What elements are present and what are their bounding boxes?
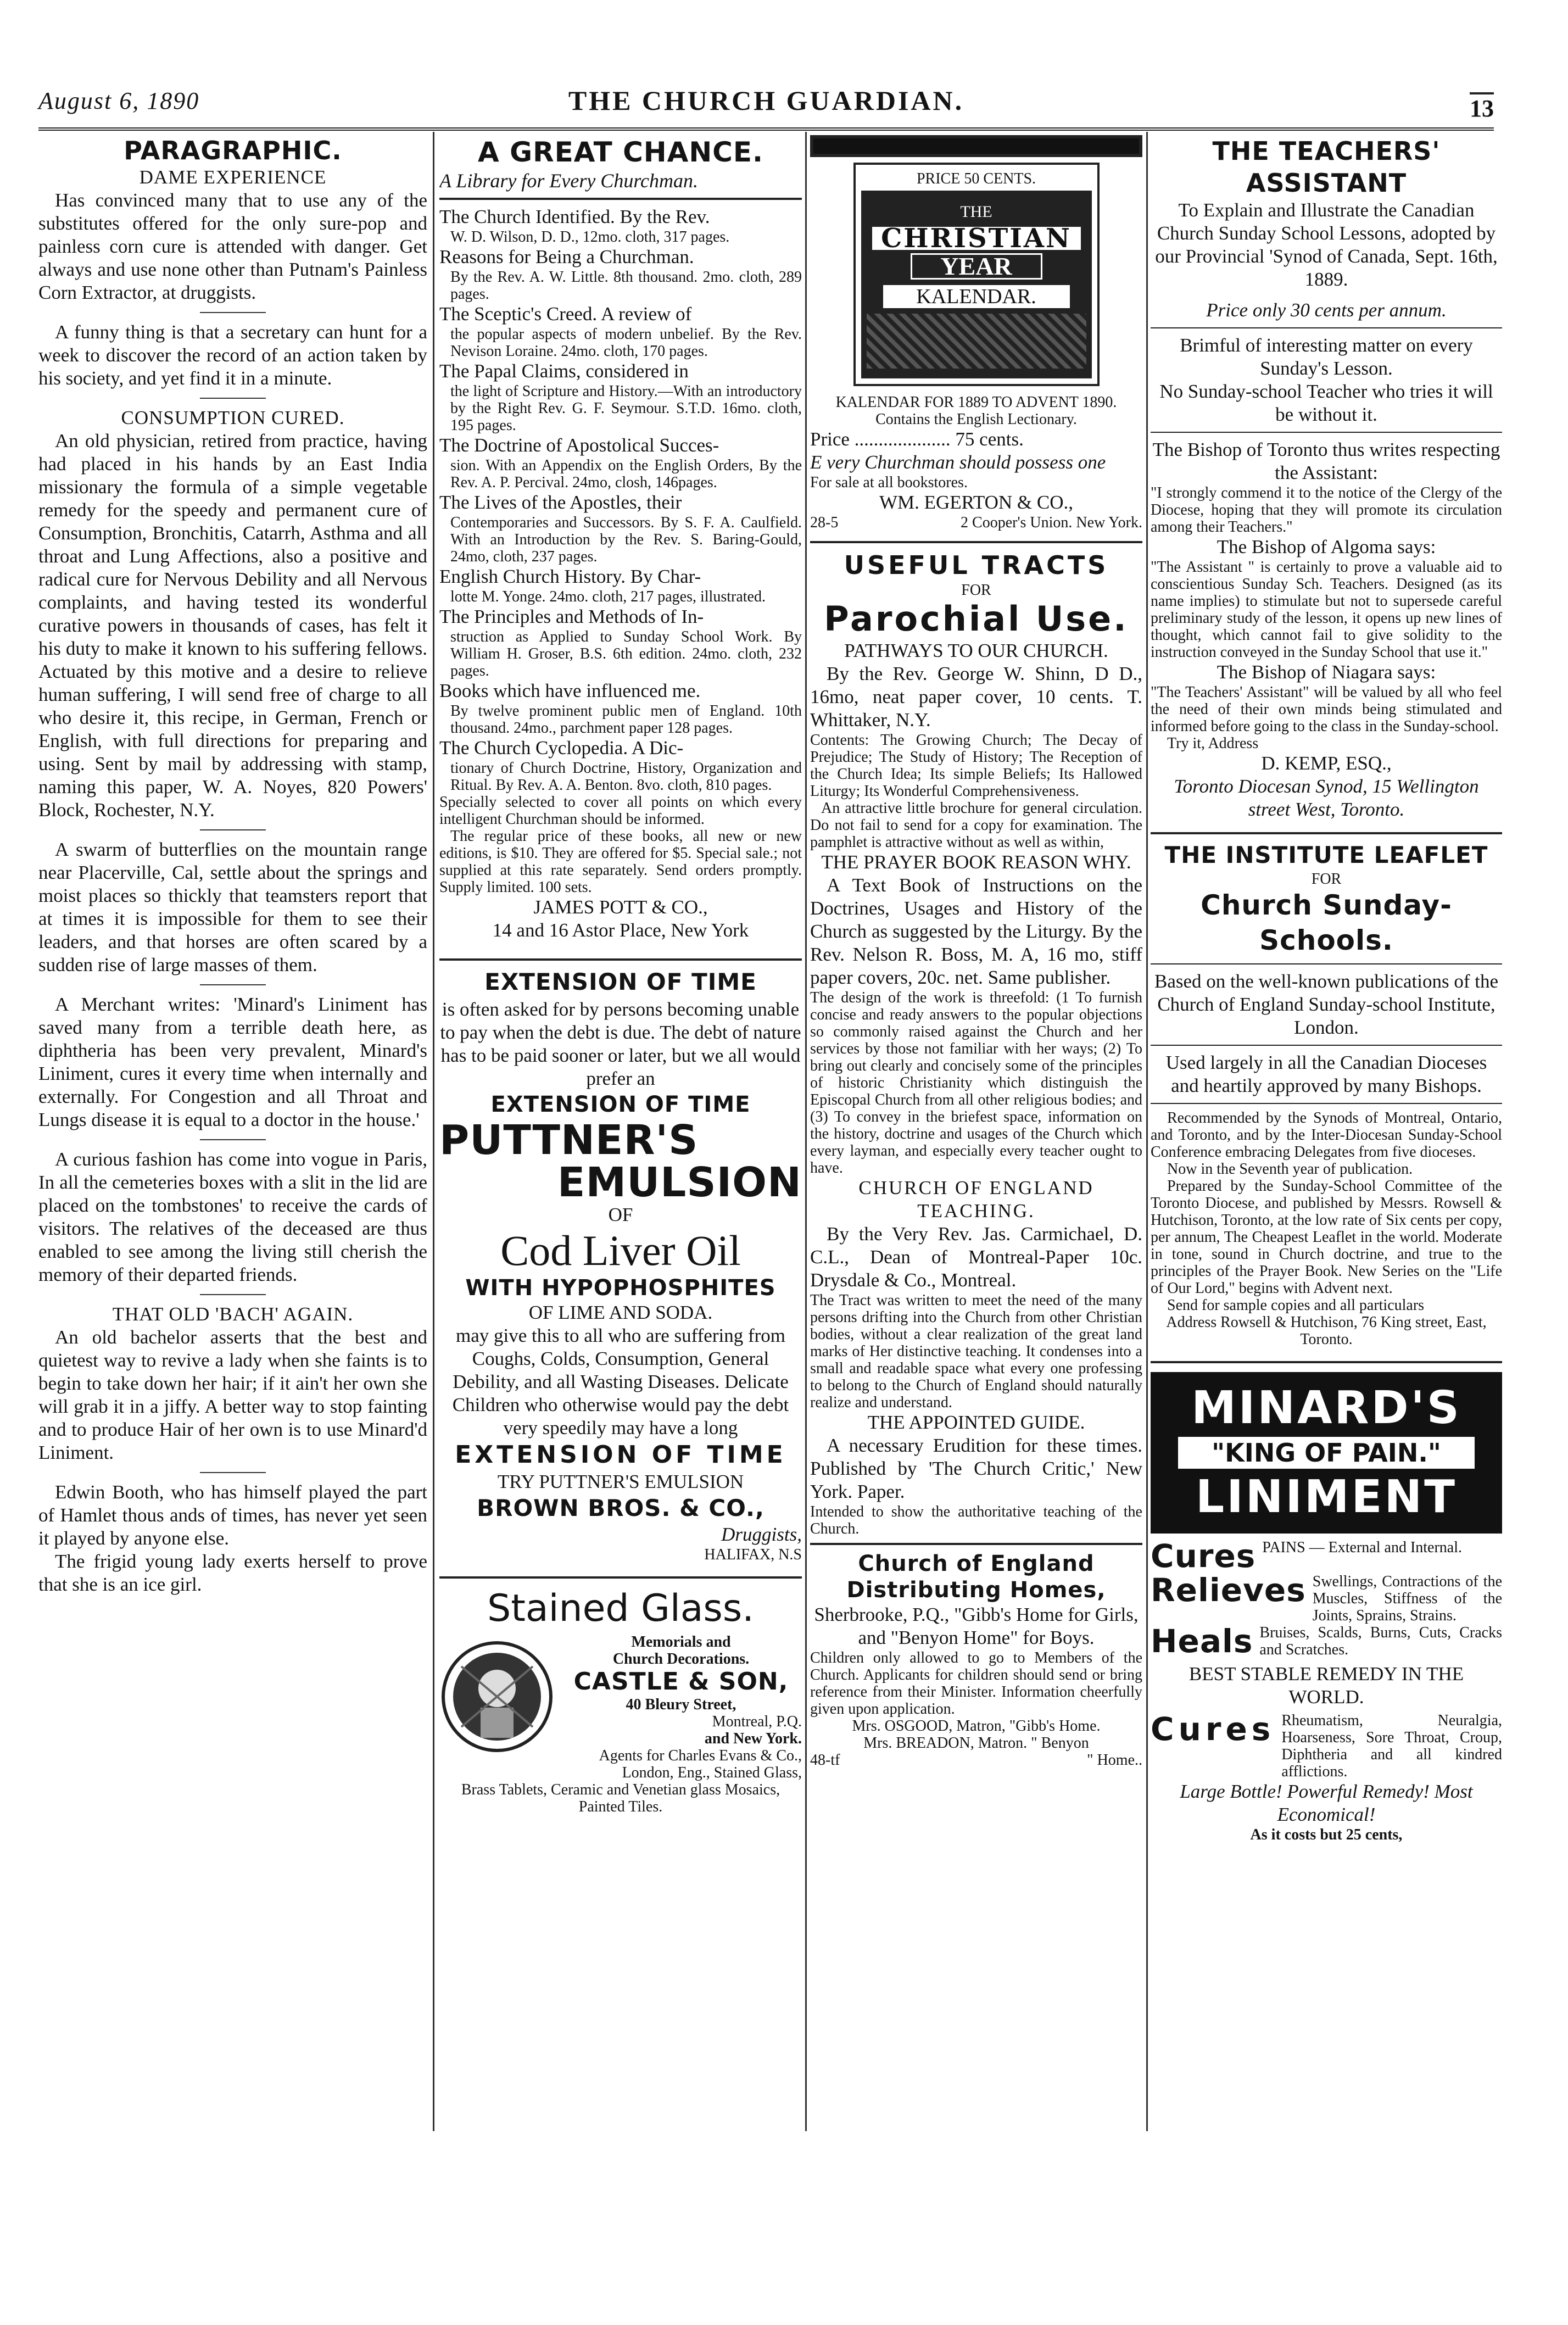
separator [200, 1472, 266, 1473]
calendar-christian: CHRISTIAN [872, 227, 1081, 250]
separator [200, 1139, 266, 1140]
montreal: Montreal, P.Q. [712, 1713, 802, 1730]
ad-heading: Church of England Distributing Homes, [846, 1551, 1106, 1603]
matron-1: Mrs. OSGOOD, Matron, "Gibb's Home. [852, 1718, 1101, 1735]
book-title: The Doctrine of Apostolical Succes- [439, 434, 719, 456]
matron-2: Mrs. BREADON, Matron. " Benyon [863, 1735, 1089, 1752]
puttner-title: PUTTNER'S [439, 1117, 699, 1164]
bishop-title: The Bishop of Algoma says: [1217, 536, 1436, 557]
rule [1151, 1361, 1502, 1363]
column-ads-3 [810, 132, 1142, 2131]
stained-glass-emblem [439, 1633, 555, 1760]
ad-body: Brimful of interesting matter on every Sunday's Lesson. [1180, 334, 1473, 379]
book-title: The Principles and Methods of In- [439, 606, 704, 627]
rule [439, 1576, 802, 1579]
ad-body: No Sunday-school Teacher who tries it will be without it. [1159, 381, 1493, 425]
article-title: THE PRAYER BOOK REASON WHY. [821, 851, 1131, 873]
homes-number: 48-tf [810, 1752, 840, 1769]
druggists: Druggists, [721, 1524, 802, 1545]
for-label: FOR [961, 582, 991, 599]
ad-body: By the Very Rev. Jas. Carmichael, D. C.L., Dean of Montreal-Paper 10c. Drysdale & Co., Montreal. [810, 1223, 1142, 1291]
book-title: The Sceptic's Creed. A review of [439, 303, 692, 325]
ad-body: A necessary Erudition for these times. Published by 'The Church Critic,' New York. Paper. [810, 1435, 1142, 1502]
banner-bar [810, 135, 1142, 157]
try-it: Try it, Address [1167, 735, 1259, 752]
article-title: CONSUMPTION CURED. [121, 407, 345, 428]
rule [1151, 963, 1502, 964]
book-note: The regular price of these books, all new or new editions, is $10. They are offered for $5. Special sale.; not supplied at this rate separately. Send orders promptly. Supply limited. 100 sets. [439, 828, 802, 896]
article-body: An old physician, retired from practice, having had placed in his hands by an East India missionary the formula of a simple vegetable remedy for the speedy and permanent cure of Consumption, Bronchitis, Catarrh, Asthma and all throat and Lung Affections, also a positive and radical cure for Nervous Debility and all Nervous complaints, and having tested its wonderful curative powers in thousands of cases, has felt it his duty to make it known to his suffering fellows. Actuated by this motive and a desire to relieve human suffering, I will send free of charge to all who desire it, this recipe, in German, French or English, with full directions for preparing and using. Sent by mail by addressing with stamp, naming this paper, W. A. Noyes, 820 Powers' Block, Rochester, N.Y. [38, 430, 427, 821]
book-title: The Church Cyclopedia. A Dic- [439, 737, 684, 759]
article-title: CHURCH OF ENGLAND TEACHING. [858, 1177, 1094, 1222]
ad-subheading: A Library for Every Churchman. [439, 170, 698, 192]
ad-heading: EXTENSION OF TIME [490, 1092, 751, 1117]
ad-body: Used largely in all the Canadian Dioceses and heartily approved by many Bishops. [1165, 1052, 1487, 1096]
rule [1151, 1045, 1502, 1046]
heals-word: Heals [1151, 1623, 1253, 1660]
rule [439, 198, 802, 200]
book-title: English Church History. By Char- [439, 566, 701, 587]
newyork: and New York. [704, 1730, 802, 1747]
article-body: Edwin Booth, who has himself played the part of Hamlet thous ands of times, has never yet seen it played by anyone else. [38, 1481, 427, 1549]
issue-date: August 6, 1890 [38, 87, 200, 114]
ad-heading: EXTENSION OF TIME [455, 1441, 786, 1469]
kalendar-price: Price .................... 75 cents. [810, 428, 1024, 450]
large-bottle: Large Bottle! Powerful Remedy! Most Economical! [1180, 1781, 1473, 1825]
column-ads-2 [439, 132, 802, 2131]
lime-soda: OF LIME AND SODA. [528, 1302, 713, 1323]
separator [200, 1294, 266, 1295]
book-detail: tionary of Church Doctrine, History, Organization and Ritual. By Rev. A. A. Benton. 8vo. cloth, 810 pages. [450, 760, 802, 794]
article-body: An old bachelor asserts that the best and quietest way to revive a lady when she faints is to begin to take down her hair; if it ain't her own she will grab it in a jiffy. A better way to stop fainting and to produce Hair of her own is to use Minard'd Liniment. [38, 1326, 427, 1463]
section-heading: PARAGRAPHIC. [124, 136, 342, 165]
book-detail: the light of Scripture and History.—With an introductory by the Right Rev. G. F. Seymour. S.T.D. 16mo. cloth, 195 pages. [450, 383, 802, 434]
ad-body: Based on the well-known publications of the Church of England Sunday-school Institute, London. [1154, 971, 1498, 1038]
article-title: DAME EXPERIENCE [139, 166, 327, 188]
ad-heading: USEFUL TRACTS [844, 550, 1109, 580]
calendar-kalendar: KALENDAR. [883, 285, 1070, 308]
kemp-name: D. KEMP, ESQ., [1261, 752, 1392, 774]
book-title: The Church Identified. By the Rev. [439, 206, 710, 227]
article-title: PATHWAYS TO OUR CHURCH. [844, 640, 1108, 661]
article-title: THE APPOINTED GUIDE. [867, 1412, 1085, 1433]
cod-liver-oil: Cod Liver Oil [500, 1226, 741, 1274]
article-body: A swarm of butterflies on the mountain range near Placerville, Cal, settle about the springs and moist places so thickly that teamsters report that at times it is impossible for them to see their leaders, and that horses are often scared by a sudden rise of large masses of them. [38, 839, 427, 975]
rule [1151, 832, 1502, 834]
book-detail: W. D. Wilson, D. D., 12mo. cloth, 317 pages. [450, 228, 730, 246]
ad-heading: THE TEACHERS' ASSISTANT [1212, 136, 1441, 198]
article-body: The frigid young lady exerts herself to prove that she is an ice girl. [38, 1551, 427, 1595]
calendar-year: YEAR [911, 253, 1042, 280]
rule [1151, 327, 1502, 328]
halifax: HALIFAX, N.S [704, 1546, 802, 1563]
ad-body: Children only allowed to go to Members of the Church. Applicants for children should send or bring reference from their Minister. Information cheerfully given upon application. [810, 1649, 1142, 1718]
kalendar-sale: For sale at all bookstores. [810, 474, 968, 491]
book-detail: By the Rev. A. W. Little. 8th thousand. 2mo. cloth, 289 pages. [450, 269, 802, 303]
publisher-name: JAMES POTT & CO., [533, 896, 708, 918]
ad-body: Now in the Seventh year of publication. [1167, 1161, 1413, 1178]
king-of-pain: "KING OF PAIN." [1178, 1437, 1475, 1469]
book-note: Specially selected to cover all points on which every intelligent Churchman should be informed. [439, 794, 802, 828]
rule [1151, 432, 1502, 433]
ad-body: Address Rowsell & Hutchison, 76 King street, East, Toronto. [1166, 1314, 1487, 1348]
ad-body: Intended to show the authoritative teaching of the Church. [810, 1503, 1142, 1537]
kalendar-every: E very Churchman should possess one [810, 451, 1106, 473]
homes-end: " Home.. [1087, 1752, 1142, 1769]
stained-glass-title: Stained Glass. [487, 1587, 754, 1630]
ad-body: A Text Book of Instructions on the Doctrines, Usages and History of the Church as suggested by the Liturgy. By the Rev. Nelson R. Boss, M. A, 16 mo, stiff paper covers, 20c. net. Same publisher. [810, 874, 1142, 988]
book-detail: Contemporaries and Successors. By S. F. A. Caulfield. With an Introduction by the Rev. S. Baring-Gould, 24mo, cloth, 237 pages. [450, 514, 802, 565]
ad-heading: THE INSTITUTE LEAFLET [1164, 841, 1488, 868]
egerton-number: 28-5 [810, 514, 839, 531]
ad-body: An attractive little brochure for general circulation. Do not fail to send for a copy for examination. The pamphlet is attractive without as well as within, [810, 800, 1142, 851]
minards-logo [1151, 1372, 1502, 1534]
ad-body: To Explain and Illustrate the Canadian Church Sunday School Lessons, adopted by our Provincial 'Synod of Canada, Sept. 16th, 1889. [1155, 199, 1498, 290]
ad-body: The Tract was written to meet the need of the many persons drifting into the Church from other Christian bodies, without a clear realization of the great land marks of Her distinctive teaching. It condenses into a small and readable space what every one professing to belong to the Church of England should naturally realize and understand. [810, 1292, 1142, 1411]
separator [200, 829, 266, 830]
bishop-quote: "The Assistant " is certainly to prove a valuable aid to conscientious Sunday Sch. Teachers. Designed (as its name implies) to stimulate but not to supersede careful preliminary study of the lesson, it opens up new lines of thought, which cannot fail to give solidity to the instruction conveyed in the Sunday School that use it." [1151, 559, 1502, 661]
header-rule [38, 127, 1494, 131]
ad-body: Send for sample copies and all particulars [1167, 1297, 1425, 1314]
article-body: A curious fashion has come into vogue in Paris, In all the cemeteries boxes with a slit in the lid are placed on the tombstones' to receive the cards of visitors. The relatives of the deceased are thus enabled to see among the living still cherish the memory of their departed friends. [38, 1148, 427, 1285]
ad-body: By the Rev. George W. Shinn, D D., 16mo, neat paper cover, 10 cents. T. Whittaker, N.Y. [810, 663, 1142, 731]
agents: Agents for Charles Evans & Co., London, Eng., Stained Glass, [599, 1747, 802, 1781]
rule [439, 958, 802, 961]
brown-bros: BROWN BROS. & CO., [477, 1495, 765, 1521]
article-body: A funny thing is that a secretary can hunt for a week to discover the record of an action taken by his society, and yet find it in a minute. [38, 321, 427, 389]
kemp-address: Toronto Diocesan Synod, 15 Wellington street West, Toronto. [1174, 776, 1479, 820]
rule [1151, 1103, 1502, 1104]
for-label: FOR [1311, 871, 1342, 888]
ad-body: The design of the work is threefold: (1 To furnish concise and ready answers to the popular objections so commonly raised against the Church and her services by those not familiar with her ways; (2) To bring out clearly and concisely some of the principles of historic Christianity which distinguish the Episcopal Church from all other religious bodies; and (3) To convey in the briefest space, information on the history, doctrine and usages of the Church which every layman, and especially every teacher ought to have. [810, 989, 1142, 1177]
publisher-address: 14 and 16 Astor Place, New York [492, 919, 749, 941]
ad-body: is often asked for by persons becoming unable to pay when the debt is due. The debt of nature has to be paid sooner or later, but we all would prefer an [440, 999, 801, 1089]
separator [200, 312, 266, 313]
rule [810, 1543, 1142, 1545]
book-title: Reasons for Being a Churchman. [439, 246, 694, 267]
cures-text: PAINS — External and Internal. [1262, 1539, 1462, 1556]
calendar-ornament [867, 314, 1086, 369]
page-number: 13 [1470, 92, 1494, 122]
calendar-the: THE [960, 203, 992, 221]
teach-price: Price only 30 cents per annum. [1206, 299, 1447, 321]
egerton-address: 2 Cooper's Union. New York. [961, 514, 1142, 531]
bishop-quote: "The Teachers' Assistant" will be valued by all who feel the need of their own minds being stimulated and informed before going to the class in the Sunday-school. [1151, 684, 1502, 735]
column-ads-4 [1151, 132, 1502, 2131]
egerton: WM. EGERTON & CO., [879, 492, 1074, 513]
book-list [439, 205, 802, 794]
ad-body: may give this to all who are suffering from Coughs, Colds, Consumption, General Debility, and all Wasting Diseases. Delicate Children who otherwise would pay the debt very speedily may have a long [452, 1325, 789, 1439]
hypophosphites: WITH HYPOPHOSPHITES [465, 1275, 776, 1301]
separator [200, 984, 266, 985]
column-divider [805, 132, 807, 2131]
book-detail: struction as Applied to Sunday School Work. By William H. Groser, B.S. 6th edition. 24mo. cloth, 232 pages. [450, 628, 802, 679]
decorations: Church Decorations. [612, 1651, 750, 1668]
article-title: THAT OLD 'BACH' AGAIN. [112, 1303, 354, 1325]
relieves-text: Swellings, Contractions of the Muscles, Stiffness of the Joints, Sprains, Strains. [1312, 1573, 1502, 1624]
ad-body: Contents: The Growing Church; The Decay of Prejudice; The Study of History; The Reception of the Church Idea; Its simple Beliefs; Its Hallowed Liturgy; Its Wonderful Comprehensiveness. [810, 732, 1142, 800]
cures-text: Rheumatism, Neuralgia, Hoarseness, Sore Throat, Croup, Diphtheria and all kindred afflictions. [1281, 1712, 1502, 1780]
ad-body: Prepared by the Sunday-School Committee of the Toronto Diocese, and published by Messrs. Rowsell & Hutchison, Toronto, at the low rate of Six cents per copy, per annum, The Cheapest Leaflet in the world. Moderate in tone, sound in Church doctrine, and true to the principles of the Prayer Book. New Series on the "Life of Our Lord," begins with Advent next. [1151, 1178, 1502, 1297]
book-title: The Papal Claims, considered in [439, 360, 689, 382]
memorials: Memorials and [631, 1633, 731, 1651]
ad-heading: EXTENSION OF TIME [484, 968, 757, 995]
kalendar-line: KALENDAR FOR 1889 TO ADVENT 1890. [835, 394, 1117, 411]
heals-text: Bruises, Scalds, Burns, Cuts, Cracks and Scratches. [1259, 1624, 1502, 1658]
brass-tablets: Brass Tablets, Ceramic and Venetian glass Mosaics, Painted Tiles. [461, 1781, 780, 1815]
book-title: The Lives of the Apostles, their [439, 492, 682, 513]
cost-line: As it costs but 25 cents, [1250, 1826, 1403, 1843]
emulsion-title: EMULSION [557, 1159, 802, 1206]
bishop-title: The Bishop of Toronto thus writes respecting the Assistant: [1152, 439, 1500, 483]
calendar-ad [853, 163, 1100, 386]
kalendar-contains: Contains the English Lectionary. [875, 411, 1077, 428]
bishop-quote: "I strongly commend it to the notice of the Clergy of the Diocese, hoping that they will promote its circulation among their Teachers." [1151, 484, 1502, 536]
book-detail: By twelve prominent public men of England. 10th thousand. 24mo., parchment paper 128 pages. [450, 702, 802, 737]
ad-body: Sherbrooke, P.Q., "Gibb's Home for Girls, and "Benyon Home" for Boys. [814, 1604, 1139, 1648]
book-detail: lotte M. Yonge. 24mo. cloth, 217 pages, illustrated. [450, 588, 766, 605]
bishop-title: The Bishop of Niagara says: [1217, 661, 1436, 683]
article-body: A Merchant writes: 'Minard's Liniment has saved many from a terrible death here, as diphtheria has been very prevalent, Minard's Liniment, cures it every time when internally and externally. For Congestion and all Throat and Lungs disease it is equal to a doctor in the house.' [38, 994, 427, 1130]
stable-remedy: BEST STABLE REMEDY IN THE WORLD. [1188, 1663, 1464, 1708]
castle-son: CASTLE & SON, [573, 1668, 789, 1696]
parochial-use: Parochial Use. [824, 599, 1129, 639]
article-body: Has convinced many that to use any of the substitutes offered for the only sure-pop and painless corn cure is attended with danger. Get always and use none other than Putnam's Painless Corn Extractor, at druggists. [38, 189, 427, 303]
column-divider [433, 132, 434, 2131]
newspaper-title: THE CHURCH GUARDIAN. [568, 85, 964, 116]
cures-word: Cures [1151, 1537, 1256, 1575]
try-line: TRY PUTTNER'S EMULSION [497, 1471, 744, 1492]
book-title: Books which have influenced me. [439, 680, 701, 701]
ad-heading: A GREAT CHANCE. [477, 136, 764, 168]
bleury: 40 Bleury Street, [626, 1696, 736, 1713]
church-sunday-schools: Church Sunday-Schools. [1201, 889, 1452, 956]
rule [810, 541, 1142, 543]
column-divider [1146, 132, 1148, 2131]
relieves-word: Relieves [1151, 1571, 1306, 1609]
liniment-word: LINIMENT [1195, 1471, 1458, 1523]
minards-word: MINARD'S [1191, 1382, 1461, 1434]
book-detail: sion. With an Appendix on the English Orders, By the Rev. A. P. Percival. 24mo, closh, 146pages. [450, 457, 802, 491]
ad-body: Recommended by the Synods of Montreal, Ontario, and Toronto, and by the Inter-Diocesan Sunday-School Conference embracing Delegates from five dioceses. [1151, 1109, 1502, 1161]
cures-word: Cures [1151, 1710, 1275, 1748]
column-paragraphic [38, 132, 427, 2131]
of-label: OF [608, 1204, 633, 1225]
page-header [38, 82, 1494, 126]
price-label: PRICE 50 CENTS. [916, 170, 1036, 187]
separator [200, 398, 266, 399]
book-detail: the popular aspects of modern unbelief. By the Rev. Nevison Loraine. 24mo. cloth, 170 pages. [450, 326, 802, 360]
